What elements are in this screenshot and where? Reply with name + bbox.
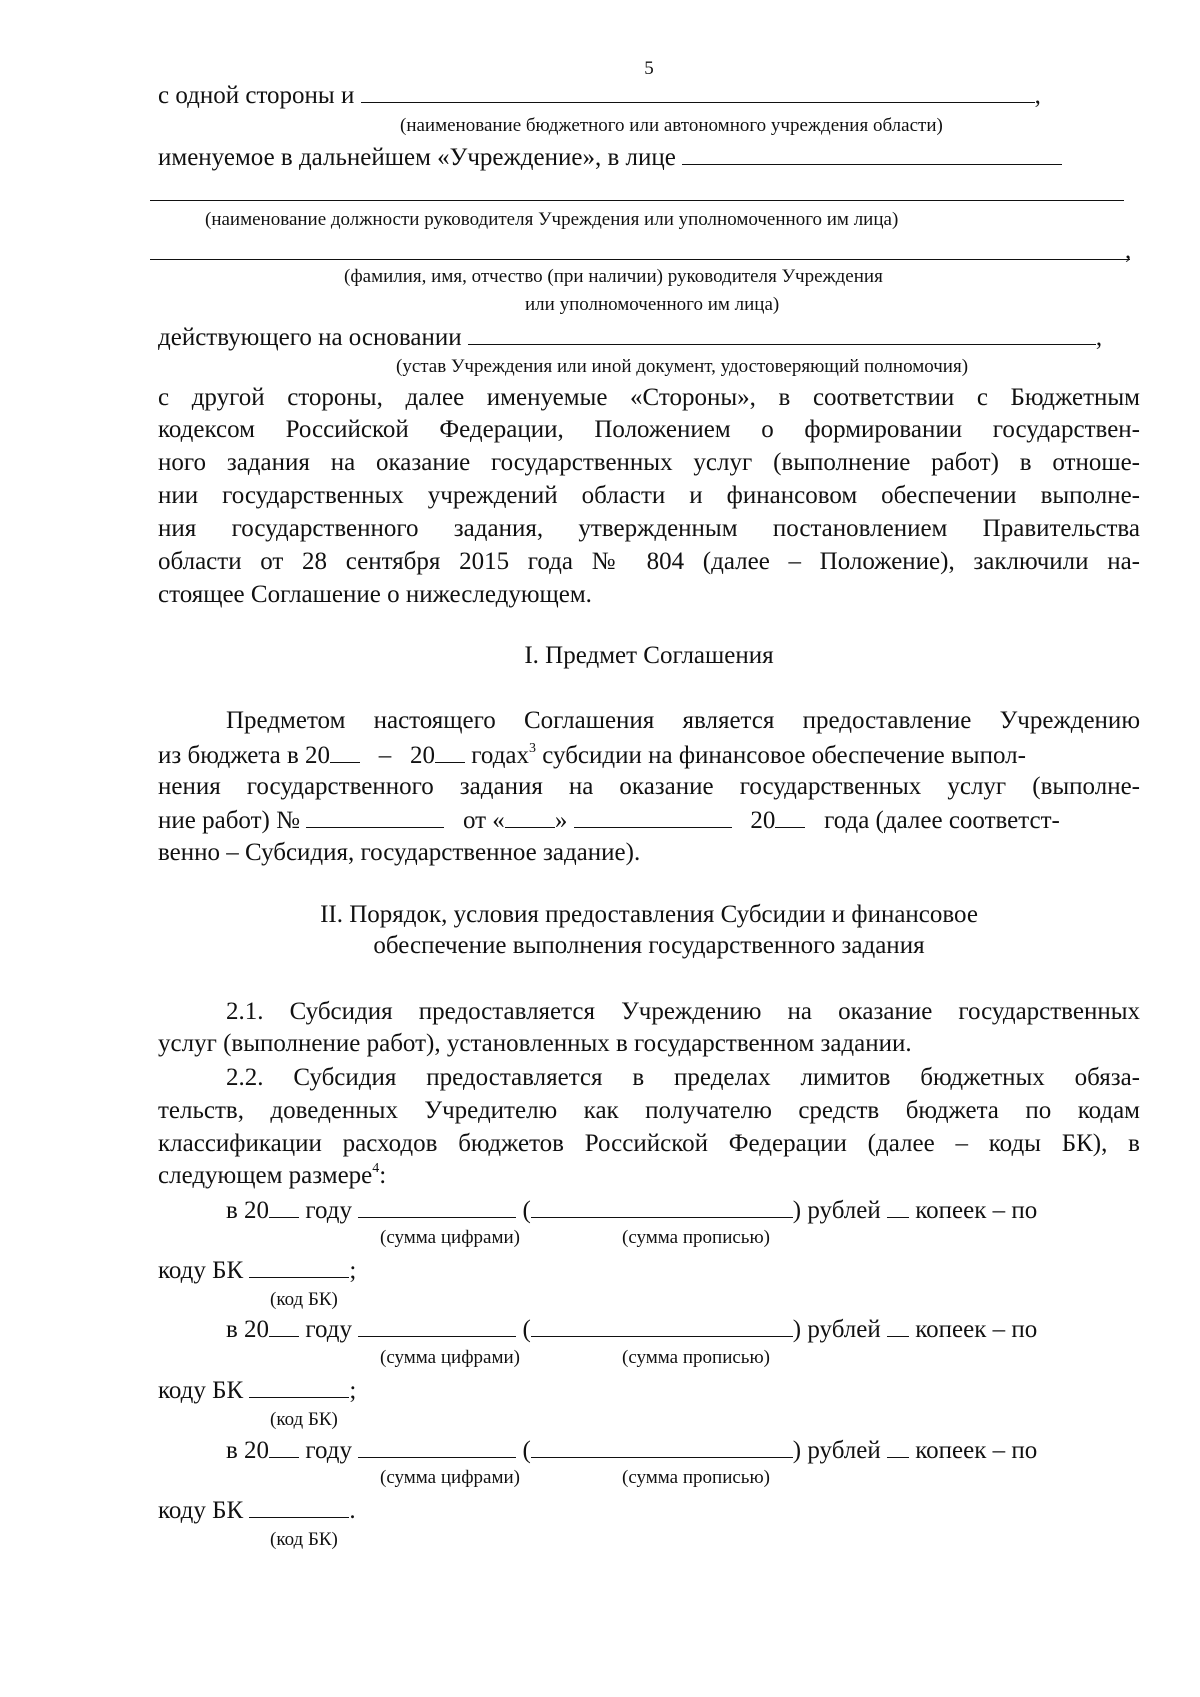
full-name-field[interactable] [150, 259, 1130, 260]
task-day-field[interactable] [505, 805, 555, 828]
amount-words-field[interactable] [531, 1435, 793, 1458]
code-field[interactable] [249, 1255, 349, 1278]
amount-words-caption: (сумма прописью) [622, 1467, 770, 1488]
section-2-title: II. Порядок, условия предоставления Субсидии и финансовое [320, 901, 978, 928]
amount-digits-caption: (сумма цифрами) [380, 1467, 520, 1488]
section-1-line: из бюджета в 20 – 20 годах$^3$ субсидии на финансовое обеспечение выпол- [158, 740, 1026, 769]
section-1-line: венно – Субсидия, государственное задание). [158, 839, 641, 866]
task-month-field[interactable] [574, 805, 732, 828]
section-1-line: ние работ) № от « » 20 года (далее соответст- [158, 807, 1060, 834]
code-field[interactable] [249, 1375, 349, 1398]
clause-2-2: 2.2. Субсидия предоставляется в пределах лимитов бюджетных обяза- [226, 1064, 1140, 1091]
clause-2-2: классификации расходов бюджетов Российской Федерации (далее – коды БК), в [158, 1130, 1140, 1157]
basis-document-field[interactable] [468, 322, 1096, 345]
basis-document-caption: (устав Учреждения или иной документ, удостоверяющий полномочия) [396, 356, 969, 377]
full-name-caption-2: или уполномоченного им лица) [525, 294, 780, 315]
amount-digits-caption: (сумма цифрами) [380, 1347, 520, 1368]
amount-words-field[interactable] [531, 1195, 793, 1218]
code-caption: (код БК) [270, 1289, 338, 1310]
payment-amount-line: в 20 году ( ) рублей копеек – по [226, 1437, 1038, 1464]
page-number: 5 [644, 58, 654, 79]
kopeks-field[interactable] [887, 1435, 909, 1458]
payment-year-field[interactable] [269, 1195, 299, 1218]
code-caption: (код БК) [270, 1409, 338, 1430]
intro-line: области от 28 сентября 2015 года № 804 (далее – Положение), заключили на- [158, 548, 1140, 575]
code-caption: (код БК) [270, 1529, 338, 1550]
payment-year-field[interactable] [269, 1435, 299, 1458]
section-1-title: I. Предмет Соглашения [524, 642, 774, 669]
amount-digits-caption: (сумма цифрами) [380, 1227, 520, 1248]
task-number-field[interactable] [306, 805, 444, 828]
code-line: коду БК ; [158, 1377, 357, 1404]
start-year-field[interactable] [330, 740, 360, 763]
represented-by-label: именуемое в дальнейшем «Учреждение», в лице [158, 144, 676, 171]
clause-2-1: 2.1. Субсидия предоставляется Учреждению на оказание государственных [226, 998, 1140, 1025]
acting-basis-line [158, 322, 1140, 353]
intro-line: ного задания на оказание государственных услуг (выполнение работ) в отноше- [158, 449, 1140, 476]
end-year-field[interactable] [435, 740, 465, 763]
footnote-ref: 4 [372, 1160, 380, 1176]
amount-words-caption: (сумма прописью) [622, 1227, 770, 1248]
party-one-line [158, 80, 1140, 111]
position-field[interactable] [150, 200, 1124, 201]
intro-line: нии государственных учреждений области и финансовом обеспечении выполне- [158, 482, 1140, 509]
task-year-field[interactable] [775, 805, 805, 828]
intro-line: кодексом Российской Федерации, Положением о формировании государствен- [158, 416, 1140, 443]
code-line: коду БК . [158, 1497, 356, 1524]
institution-name-caption: (наименование бюджетного или автономного учреждения области) [400, 115, 943, 136]
section-2-title: обеспечение выполнения государственного задания [373, 932, 925, 959]
clause-2-1: услуг (выполнение работ), установленных в государственном задании. [158, 1030, 912, 1057]
payment-amount-line: в 20 году ( ) рублей копеек – по [226, 1316, 1038, 1343]
amount-digits-field[interactable] [358, 1195, 516, 1218]
intro-line: стоящее Соглашение о нижеследующем. [158, 581, 592, 608]
representative-field[interactable] [682, 142, 1062, 165]
comma: , [1034, 82, 1041, 109]
footnote-ref: 3 [529, 740, 537, 756]
payment-year-field[interactable] [269, 1314, 299, 1337]
comma: , [1125, 237, 1132, 264]
intro-line: ния государственного задания, утвержденным постановлением Правительства [158, 515, 1140, 542]
amount-digits-field[interactable] [358, 1314, 516, 1337]
acting-basis-label: действующего на основании [158, 324, 462, 351]
code-line: коду БК ; [158, 1257, 357, 1284]
party-one-label: с одной стороны и [158, 82, 355, 109]
institution-name-field[interactable] [361, 80, 1035, 103]
amount-words-field[interactable] [531, 1314, 793, 1337]
kopeks-field[interactable] [887, 1195, 909, 1218]
payment-amount-line: в 20 году ( ) рублей копеек – по [226, 1197, 1038, 1224]
comma: , [1095, 324, 1103, 351]
amount-digits-field[interactable] [358, 1435, 516, 1458]
section-1-line: Предметом настоящего Соглашения является предоставление Учреждению [226, 707, 1140, 734]
section-1-line: нения государственного задания на оказание государственных услуг (выполне- [158, 773, 1140, 800]
full-name-caption-1: (фамилия, имя, отчество (при наличии) руководителя Учреждения [344, 266, 883, 287]
intro-line: с другой стороны, далее именуемые «Стороны», в соответствии с Бюджетным [158, 384, 1140, 411]
clause-2-2: тельств, доведенных Учредителю как получателю средств бюджета по кодам [158, 1097, 1140, 1124]
represented-by-line [158, 142, 1140, 173]
clause-2-2: следующем размере$^4$: [158, 1160, 387, 1189]
amount-words-caption: (сумма прописью) [622, 1347, 770, 1368]
kopeks-field[interactable] [887, 1314, 909, 1337]
position-caption: (наименование должности руководителя Учреждения или уполномоченного им лица) [205, 209, 899, 230]
code-field[interactable] [249, 1495, 349, 1518]
